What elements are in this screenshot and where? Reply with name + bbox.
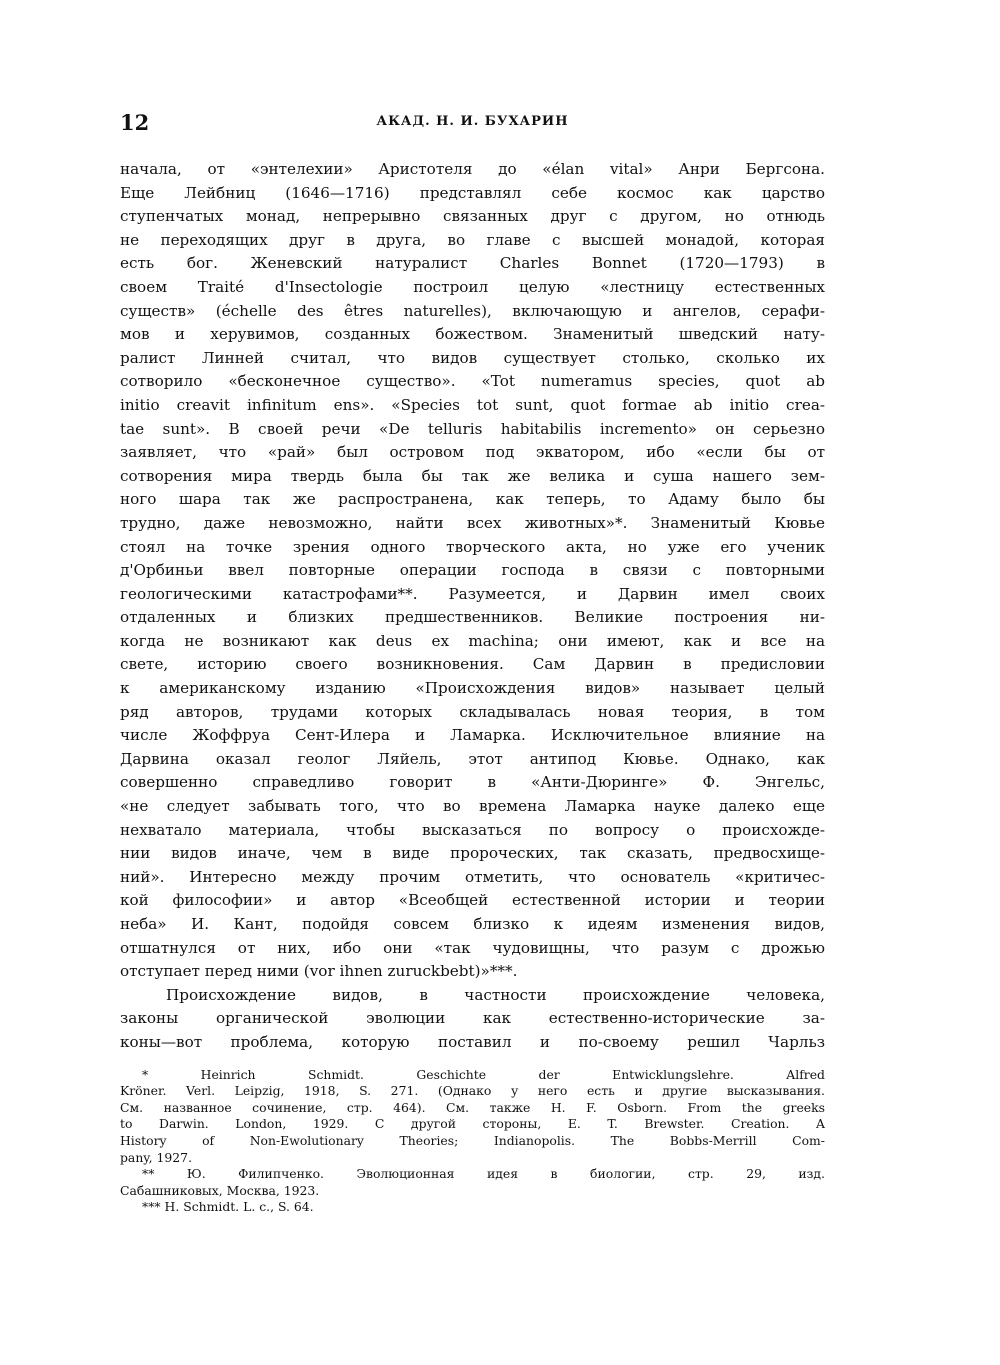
text-line: отступает перед ними (vor ihnen zuruckbebt)»***. xyxy=(120,962,518,981)
text-line: числе Жоффруа Сент-Илера и Ламарка. Исключительное влияние на xyxy=(120,726,825,745)
footnote-line: History of Non-Ewolutionary Theories; Indianopolis. The Bobbs-Merrill Com- xyxy=(120,1132,825,1148)
footnote-line: to Darwin. London, 1929. С другой стороны, E. T. Brewster. Creation. A xyxy=(120,1116,825,1132)
text-line: Еще Лейбниц (1646—1716) представлял себе космос как царство xyxy=(120,183,825,202)
text-line: ралист Линней считал, что видов существует столько, сколько их xyxy=(120,348,825,367)
text-line: существ» (échelle des êtres naturelles), включающую и ангелов, серафи- xyxy=(120,301,825,320)
footnotes xyxy=(120,1067,825,1216)
text-line: ступенчатых монад, непрерывно связанных друг с другом, но отнюдь xyxy=(120,207,825,226)
text-line: сотворения мира твердь была бы так же велика и суша нашего зем- xyxy=(120,466,825,485)
text-line: совершенно справедливо говорит в «Анти-Дюринге» Ф. Энгельс, xyxy=(120,773,825,792)
text-line: сотворило «бесконечное существо». «Tot numeramus species, quot ab xyxy=(120,372,825,391)
footnote-line: pany, 1927. xyxy=(120,1149,193,1165)
footnote-line: * Heinrich Schmidt. Geschichte der Entwicklungslehre. Alfred xyxy=(142,1066,825,1082)
main-text xyxy=(120,158,825,1055)
text-line: когда не возникают как deus ex machina; они имеют, как и все на xyxy=(120,631,825,650)
text-line: неба» И. Кант, подойдя совсем близко к идеям изменения видов, xyxy=(120,915,825,933)
text-line: «не следует забывать того, что во времена Ламарка науке далеко еще xyxy=(120,797,825,816)
text-line: коны—вот проблема, которую поставил и по-своему решил Чарльз xyxy=(120,1032,825,1051)
footnote-line: Сабашниковых, Москва, 1923. xyxy=(120,1182,320,1198)
text-line: есть бог. Женевский натуралист Charles Bonnet (1720—1793) в xyxy=(120,254,825,273)
running-title: АКАД. Н. И. БУХАРИН xyxy=(376,114,569,129)
footnote-line: *** H. Schmidt. L. c., S. 64. xyxy=(142,1199,314,1215)
text-line: геологическими катастрофами**. Разумеется, и Дарвин имел своих xyxy=(120,584,825,603)
text-line: стоял на точке зрения одного творческого акта, но уже его ученик xyxy=(120,537,825,556)
text-line: своем Traité d'Insectologie построил целую «лестницу естественных xyxy=(120,277,825,296)
text-line: нии видов иначе, чем в виде пророческих, так сказать, предвосхище- xyxy=(120,844,825,863)
text-line: не переходящих друг в друга, во главе с высшей монадой, которая xyxy=(120,230,825,249)
text-line: к американскому изданию «Происхождения видов» называет целый xyxy=(120,679,825,698)
text-line: Дарвина оказал геолог Ляйель, этот антипод Кювье. Однако, как xyxy=(120,749,825,768)
text-line: заявляет, что «рай» был островом под экватором, ибо «если бы от xyxy=(120,443,825,462)
text-line: трудно, даже невозможно, найти всех животных»*. Знаменитый Кювье xyxy=(120,513,825,532)
text-line: отдаленных и близких предшественников. Великие построения ни- xyxy=(120,608,825,627)
text-line: tae sunt». В своей речи «De telluris habitabilis incremento» он серьезно xyxy=(120,419,825,438)
text-line: ного шара так же распространена, как теперь, то Адаму было бы xyxy=(120,490,825,509)
text-line: отшатнулся от них, ибо они «так чудовищны, что разум с дрожью xyxy=(120,938,825,957)
text-line: ний». Интересно между прочим отметить, что основатель «критичес- xyxy=(120,867,825,886)
text-line: нехватало материала, чтобы высказаться по вопросу о происхожде- xyxy=(120,820,825,839)
text-line: мов и херувимов, созданных божеством. Знаменитый шведский нату- xyxy=(120,325,825,344)
text-line: начала, от «энтелехии» Аристотеля до «élan vital» Анри Бергсона. xyxy=(120,160,825,178)
page-header xyxy=(120,110,825,140)
footnote-line: Kröner. Verl. Leipzig, 1918, S. 271. (Однако у него есть и другие высказывания. xyxy=(120,1083,825,1099)
page-number: 12 xyxy=(120,110,150,135)
text-line: ряд авторов, трудами которых складывалась новая теория, в том xyxy=(120,702,825,721)
text-line: Происхождение видов, в частности происхождение человека, xyxy=(166,985,825,1004)
footnote-line: ** Ю. Филипченко. Эволюционная идея в биологии, стр. 29, изд. xyxy=(142,1166,825,1182)
text-line: д'Орбиньи ввел повторные операции господа в связи с повторными xyxy=(120,561,825,580)
book-page xyxy=(120,110,825,1216)
footnote-line: См. названное сочинение, стр. 464). См. также H. F. Osborn. From the greeks xyxy=(120,1099,825,1115)
text-line: свете, историю своего возникновения. Сам Дарвин в предисловии xyxy=(120,655,825,674)
text-line: кой философии» и автор «Всеобщей естественной истории и теории xyxy=(120,891,825,910)
text-line: initio creavit infinitum ens». «Species tot sunt, quot formae ab initio crea- xyxy=(120,395,825,414)
text-line: законы органической эволюции как естественно-исторические за- xyxy=(120,1009,825,1028)
